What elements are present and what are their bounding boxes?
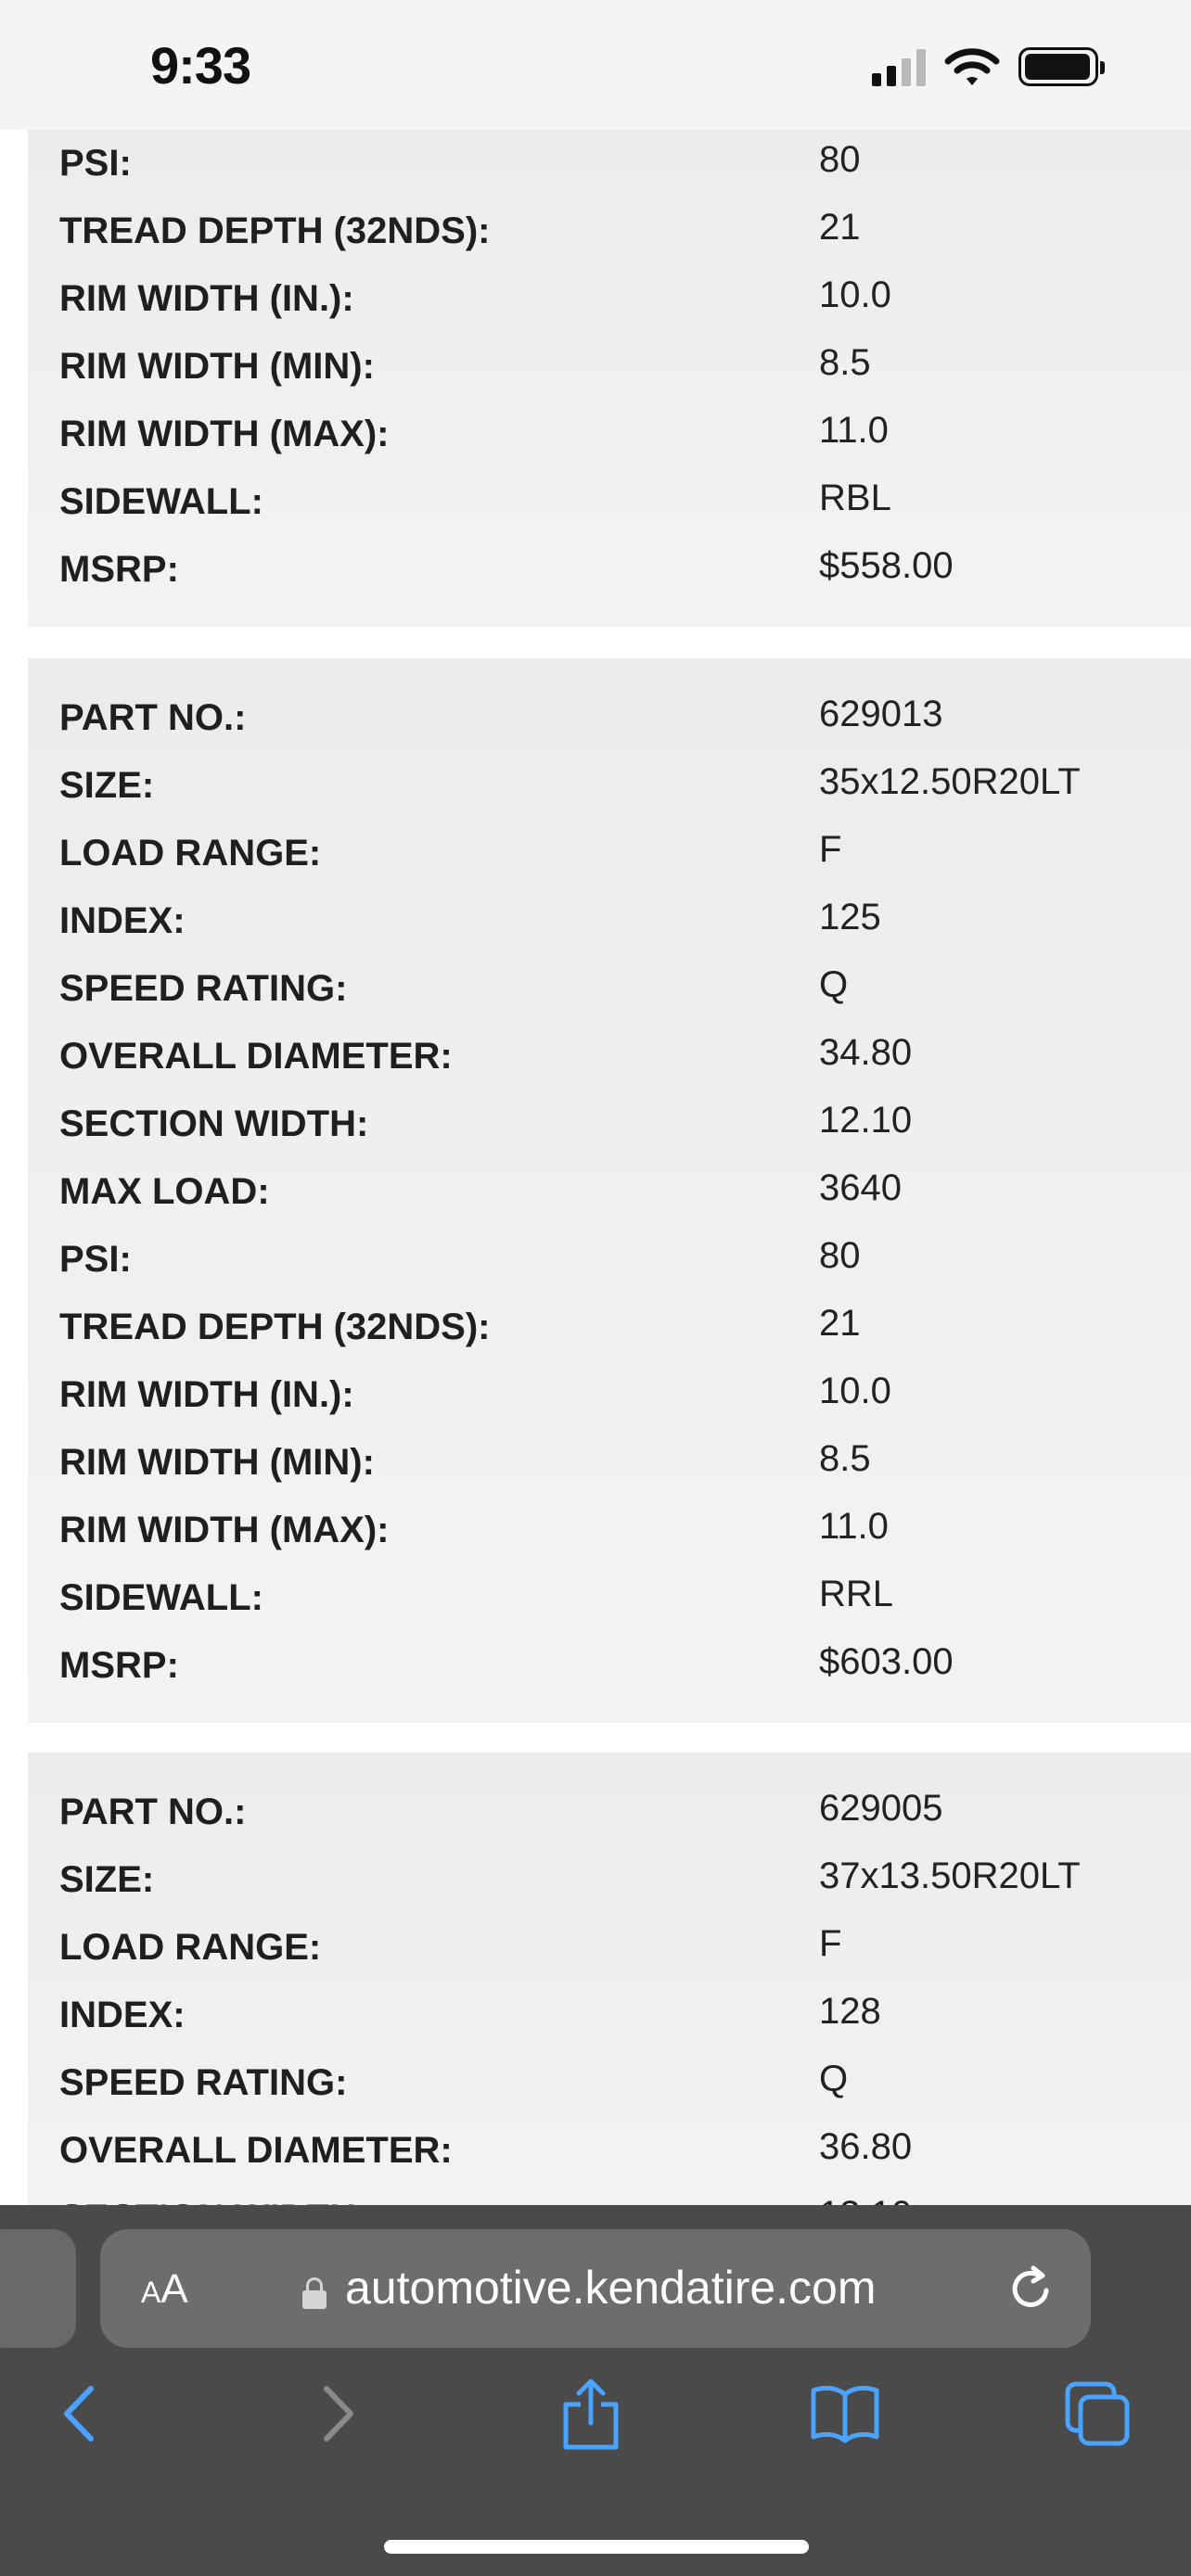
spec-row: [28, 1235, 1191, 1307]
spec-label: PART NO.:: [59, 1792, 247, 1832]
share-icon: [558, 2377, 623, 2451]
book-icon: [808, 2383, 882, 2444]
spec-label: SECTION WIDTH:: [59, 1103, 369, 1144]
spec-row: [28, 964, 1191, 1036]
spec-value: 80: [819, 139, 861, 180]
status-time: 9:33: [150, 36, 251, 95]
spec-row: [28, 342, 1191, 414]
spec-label: SIDEWALL:: [59, 481, 263, 522]
forward-button[interactable]: [297, 2372, 380, 2455]
spec-row: [28, 1641, 1191, 1713]
spec-label: RIM WIDTH (MAX):: [59, 1510, 390, 1550]
spec-row: [28, 2059, 1191, 2130]
spec-row: [28, 139, 1191, 210]
tabs-icon: [1062, 2378, 1133, 2449]
spec-row: [28, 1923, 1191, 1995]
share-button[interactable]: [549, 2372, 633, 2455]
tire-spec-card: [28, 658, 1191, 1723]
spec-row: [28, 1303, 1191, 1374]
spec-label: SIDEWALL:: [59, 1577, 263, 1618]
spec-row: [28, 1788, 1191, 1859]
spec-value: 37x13.50R20LT: [819, 1855, 1081, 1896]
spec-row: [28, 1855, 1191, 1927]
spec-label: SPEED RATING:: [59, 2062, 348, 2103]
home-indicator: [384, 2540, 809, 2554]
spec-label: SIZE:: [59, 765, 155, 806]
spec-value: 11.0: [819, 1506, 889, 1547]
wifi-icon: [944, 46, 1000, 87]
spec-value: $558.00: [819, 545, 954, 586]
spec-label: RIM WIDTH (MIN):: [59, 346, 375, 387]
status-bar: [0, 0, 1191, 130]
spec-value: RRL: [819, 1574, 894, 1614]
spec-label: PSI:: [59, 143, 132, 184]
spec-value: 10.0: [819, 274, 891, 315]
browser-toolbar: [0, 2205, 1191, 2576]
spec-value: Q: [819, 2059, 849, 2099]
spec-label: TREAD DEPTH (32NDS):: [59, 1307, 491, 1347]
spec-value: 11.0: [819, 410, 889, 451]
spec-row: [28, 1371, 1191, 1442]
spec-row: [28, 207, 1191, 278]
cellular-signal-icon: [872, 47, 926, 86]
spec-label: MSRP:: [59, 1645, 179, 1686]
spec-row: [28, 1032, 1191, 1103]
browser-nav-row: [0, 2372, 1191, 2474]
spec-row: [28, 1574, 1191, 1645]
spec-label: MAX LOAD:: [59, 1171, 270, 1212]
spec-row: [28, 1438, 1191, 1510]
reload-icon[interactable]: [1005, 2263, 1057, 2315]
spec-label: LOAD RANGE:: [59, 1927, 322, 1968]
spec-value: F: [819, 829, 842, 870]
spec-label: RIM WIDTH (MIN):: [59, 1442, 375, 1483]
spec-label: INDEX:: [59, 900, 186, 941]
spec-value: 21: [819, 207, 861, 248]
spec-row: [28, 1100, 1191, 1171]
lock-icon: [302, 2277, 327, 2309]
spec-row: [28, 1506, 1191, 1577]
spec-value: 36.80: [819, 2126, 913, 2167]
spec-value: $603.00: [819, 1641, 954, 1682]
spec-label: OVERALL DIAMETER:: [59, 1036, 453, 1077]
spec-value: 34.80: [819, 1032, 913, 1073]
spec-label: PSI:: [59, 1239, 132, 1280]
spec-value: 629005: [819, 1788, 943, 1829]
spec-row: [28, 829, 1191, 900]
spec-row: [28, 274, 1191, 346]
spec-row: [28, 1167, 1191, 1239]
spec-row: [28, 897, 1191, 968]
spec-row: [28, 545, 1191, 617]
status-icons: [872, 46, 1098, 87]
spec-value: 12.10: [819, 1100, 913, 1141]
spec-row: [28, 478, 1191, 549]
previous-tab-preview[interactable]: [0, 2229, 76, 2348]
chevron-right-icon: [315, 2381, 362, 2446]
spec-value: RBL: [819, 478, 891, 518]
spec-value: 10.0: [819, 1371, 891, 1411]
spec-row: [28, 1991, 1191, 2062]
spec-label: RIM WIDTH (IN.):: [59, 278, 354, 319]
spec-label: MSRP:: [59, 549, 179, 590]
back-button[interactable]: [37, 2372, 121, 2455]
spec-label: INDEX:: [59, 1995, 186, 2035]
spec-value: 8.5: [819, 1438, 871, 1479]
spec-row: [28, 410, 1191, 481]
spec-label: LOAD RANGE:: [59, 833, 322, 874]
spec-label: RIM WIDTH (MAX):: [59, 414, 390, 454]
spec-label: SPEED RATING:: [59, 968, 348, 1009]
spec-value: F: [819, 1923, 842, 1964]
spec-value: 629013: [819, 694, 943, 734]
battery-icon: [1018, 47, 1098, 86]
spec-value: 8.5: [819, 342, 871, 383]
spec-value: 35x12.50R20LT: [819, 761, 1081, 802]
spec-label: OVERALL DIAMETER:: [59, 2130, 453, 2171]
spec-label: TREAD DEPTH (32NDS):: [59, 210, 491, 251]
chevron-left-icon: [56, 2381, 102, 2446]
spec-value: 128: [819, 1991, 881, 2032]
spec-value: 80: [819, 1235, 861, 1276]
spec-row: [28, 2126, 1191, 2198]
spec-label: SIZE:: [59, 1859, 155, 1900]
url-text[interactable]: automotive.kendatire.com: [345, 2262, 877, 2314]
tabs-button[interactable]: [1056, 2372, 1139, 2455]
tire-spec-card: [28, 1753, 1191, 2235]
spec-value: 21: [819, 1303, 861, 1344]
spec-label: RIM WIDTH (IN.):: [59, 1374, 354, 1415]
spec-label: PART NO.:: [59, 697, 247, 738]
bookmarks-button[interactable]: [803, 2372, 887, 2455]
spec-value: Q: [819, 964, 849, 1005]
spec-value: 3640: [819, 1167, 902, 1208]
spec-row: [28, 694, 1191, 765]
reader-settings-button[interactable]: AA: [141, 2266, 188, 2312]
address-bar[interactable]: [100, 2229, 1091, 2348]
tire-spec-card: [28, 130, 1191, 627]
spec-value: 125: [819, 897, 881, 937]
spec-row: [28, 761, 1191, 833]
